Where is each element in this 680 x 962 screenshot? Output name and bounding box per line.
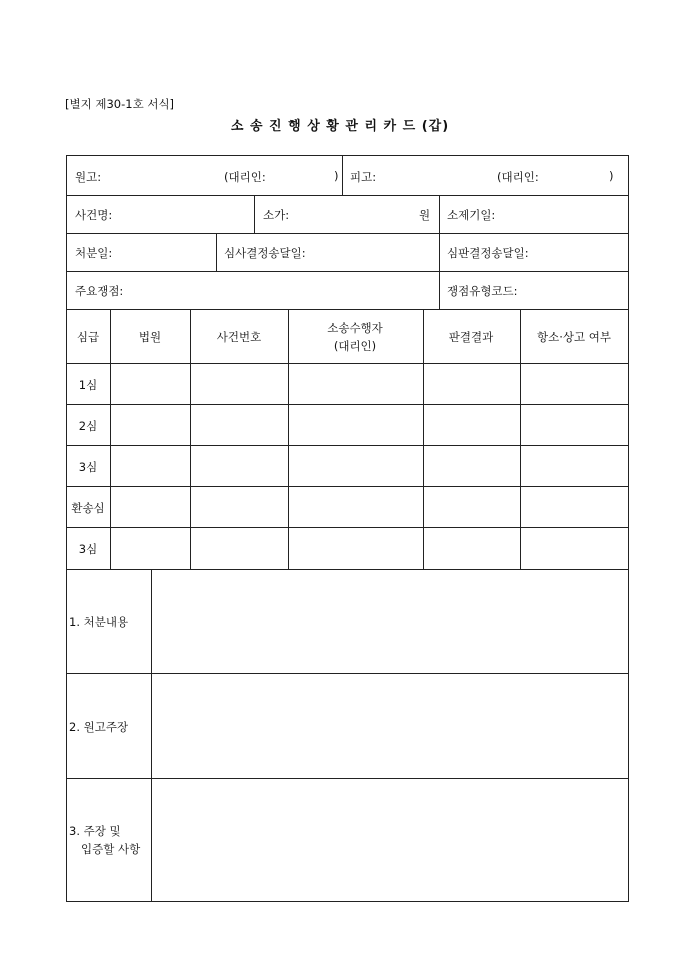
row-divider [67,195,628,196]
col-header-case-number: 사건번호 [216,330,262,344]
filing-date-label: 소제기일: [447,208,496,222]
section-label-plaintiff-claim: 2. 원고주장 [69,720,129,734]
row-divider [67,309,628,310]
litigation-card-form [66,155,629,902]
col-divider [110,309,111,569]
form-number-label: [별지 제30-1호 서식] [65,97,175,111]
col-divider [342,156,343,195]
main-issue-label: 주요쟁점: [75,284,124,298]
col-header-judgment: 판결결과 [448,330,494,344]
page-title: 소 송 진 행 상 황 관 리 카 드 (갑) [230,119,450,134]
col-divider [254,195,255,233]
defendant-agent-close: ) [609,169,614,183]
row-divider [67,486,628,487]
col-divider [288,309,289,569]
row-divider [67,527,628,528]
col-header-litigator: 소송수행자 [327,321,383,335]
col-header-court: 법원 [138,330,162,344]
row-label-instance: 1심 [78,378,98,392]
row-label-instance: 3심 [78,542,98,556]
plaintiff-label: 원고: [75,170,102,184]
defendant-label: 피고: [350,170,377,184]
row-label-instance: 환송심 [71,501,105,515]
section-label-arguments: 3. 주장 및 [69,824,121,838]
review-decision-date-label: 심사결정송달일: [224,246,306,260]
claim-unit: 원 [419,208,431,222]
col-divider [190,309,191,569]
col-divider [439,195,440,233]
col-divider [520,309,521,569]
row-divider [67,363,628,364]
col-divider [151,569,152,901]
row-divider [67,233,628,234]
plaintiff-agent-label: (대리인: [224,170,266,184]
row-label-instance: 3심 [78,460,98,474]
section-label-disposition: 1. 처분내용 [69,615,129,629]
col-divider [439,271,440,309]
issue-type-code-label: 쟁점유형코드: [447,284,518,298]
col-header-agent: (대리인) [333,339,377,353]
claim-amount-label: 소가: [263,208,290,222]
col-header-appeal: 항소·상고 여부 [537,330,611,344]
col-divider [216,233,217,271]
case-name-label: 사건명: [75,208,113,222]
row-label-instance: 2심 [78,419,98,433]
defendant-agent-label: (대리인: [497,170,539,184]
plaintiff-agent-close: ) [334,169,339,183]
tribunal-decision-date-label: 심판결정송달일: [447,246,529,260]
row-divider [67,404,628,405]
section-label-arguments-line2: 입증할 사항 [81,842,141,856]
col-header-instance: 심급 [76,330,100,344]
row-divider [67,271,628,272]
col-divider [423,309,424,569]
col-divider [439,233,440,271]
row-divider [67,445,628,446]
disposition-date-label: 처분일: [75,246,113,260]
